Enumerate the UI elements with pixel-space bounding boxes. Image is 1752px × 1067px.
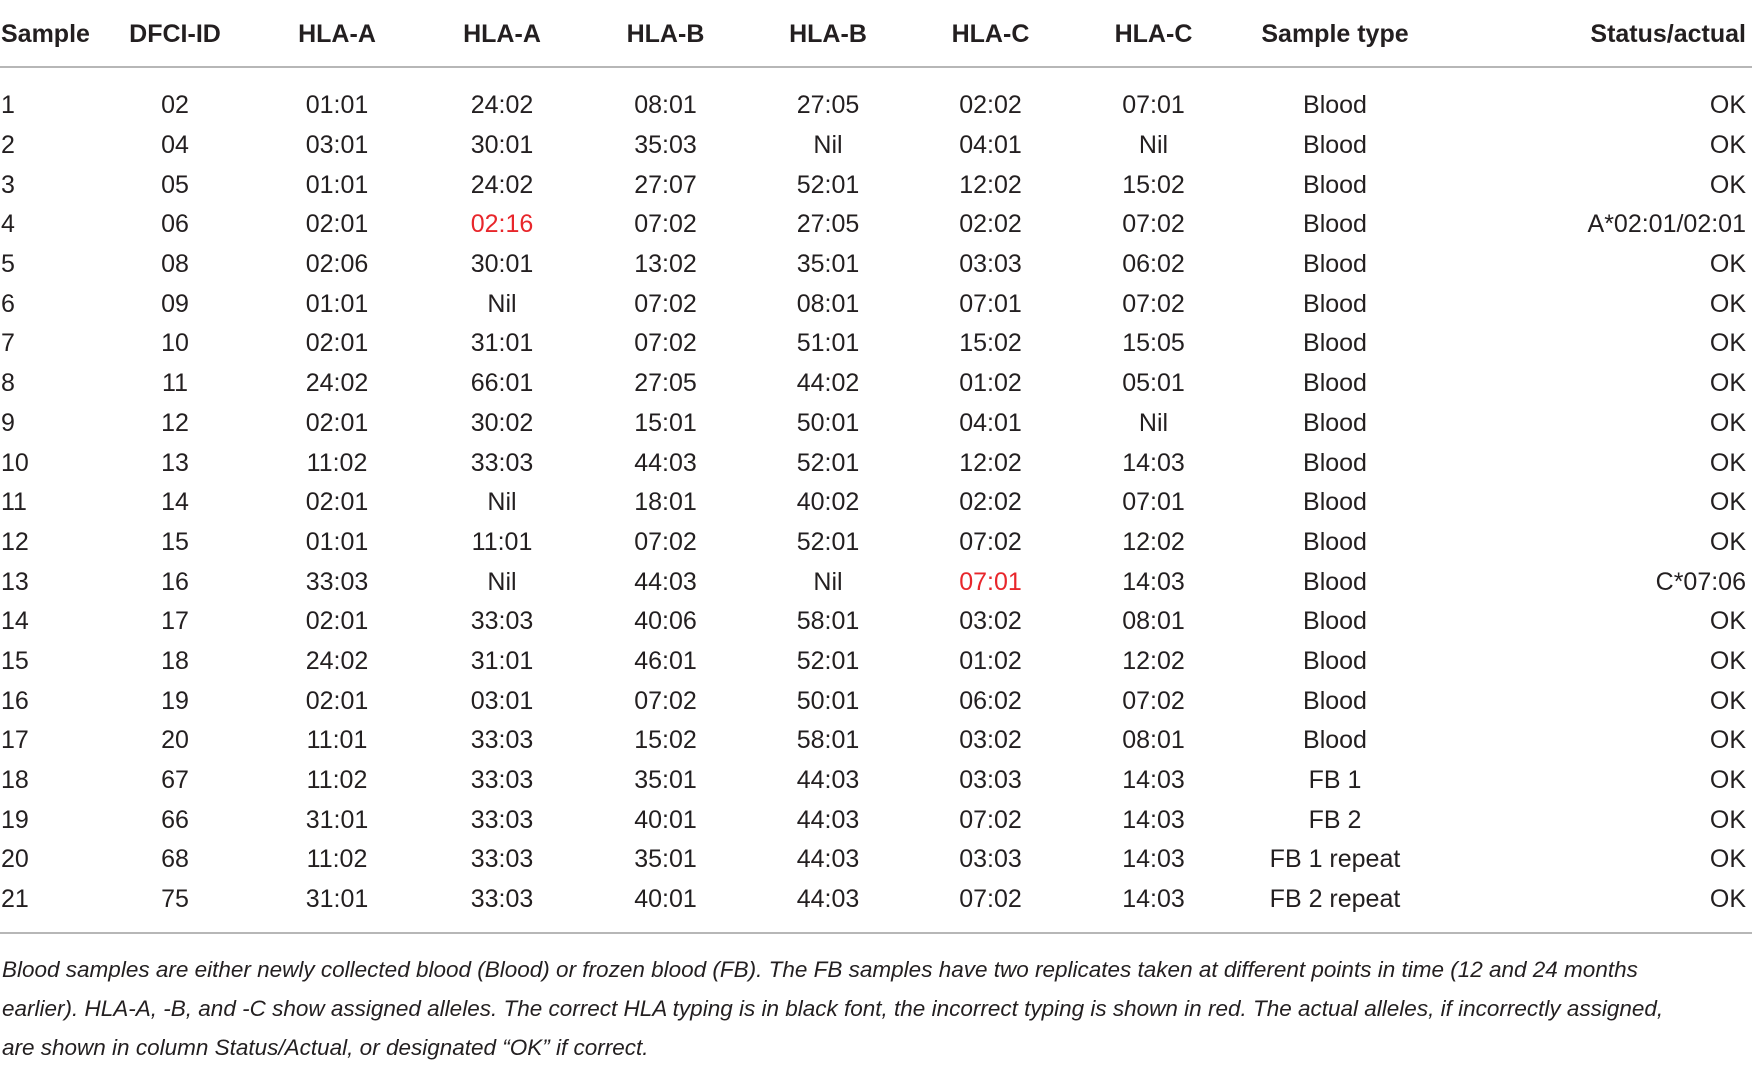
hla-a-1-cell: 02:06 — [305, 250, 369, 279]
table-row — [0, 681, 1752, 721]
sample-type-cell: Blood — [1303, 329, 1367, 358]
hla-a-1-cell: 02:01 — [305, 329, 369, 358]
hla-a-1-cell: 02:01 — [305, 210, 369, 239]
hla-a-1-cell: 11:02 — [306, 845, 368, 874]
hla-b-2-cell: 50:01 — [796, 408, 860, 437]
hla-b-1-cell: 27:07 — [634, 170, 697, 199]
sample-cell: 20 — [1, 845, 29, 874]
table-bottom-rule — [0, 932, 1752, 934]
sample-cell: 16 — [1, 686, 29, 715]
hla-c-2-cell: 14:03 — [1122, 448, 1185, 477]
hla-c-2-cell: 14:03 — [1122, 845, 1185, 874]
hla-a-1-cell: 01:01 — [305, 91, 369, 120]
hla-c-1-cell: 02:02 — [959, 210, 1022, 239]
hla-b-2-cell: 51:01 — [796, 329, 860, 358]
col-header-hla-b-2: HLA-B — [747, 2, 909, 67]
col-header-sample-type: Sample type — [1235, 2, 1435, 67]
dfci-id-cell: 05 — [161, 170, 189, 199]
sample-cell: 13 — [1, 567, 29, 596]
status-cell: OK — [1709, 527, 1746, 556]
table-row — [0, 126, 1752, 166]
hla-c-2-cell: 05:01 — [1122, 369, 1185, 398]
hla-b-1-cell: 40:01 — [634, 805, 697, 834]
hla-c-1-cell: 03:02 — [959, 607, 1022, 636]
hla-a-1-cell: 11:01 — [306, 726, 368, 755]
caption-line: are shown in column Status/Actual, or designated “OK” if correct. — [2, 1035, 649, 1060]
hla-c-1-cell: 07:02 — [959, 527, 1022, 556]
hla-a-2-cell: 30:02 — [470, 408, 534, 437]
table-row — [0, 523, 1752, 563]
hla-a-1-cell: 03:01 — [305, 131, 369, 160]
hla-b-2-cell: 58:01 — [796, 726, 860, 755]
table-row — [0, 562, 1752, 602]
hla-a-1-cell: 11:02 — [306, 766, 368, 795]
table-row — [0, 443, 1752, 483]
hla-c-2-cell: 14:03 — [1122, 805, 1185, 834]
hla-b-2-cell: 44:03 — [796, 885, 860, 914]
hla-b-1-cell: 44:03 — [634, 448, 697, 477]
sample-type-cell: FB 2 — [1308, 805, 1362, 834]
hla-c-2-cell: 14:03 — [1122, 885, 1185, 914]
sample-type-cell: Blood — [1303, 488, 1367, 517]
table-row — [0, 245, 1752, 285]
hla-c-2-cell: 15:02 — [1122, 170, 1185, 199]
hla-a-2-cell: 33:03 — [470, 448, 534, 477]
hla-b-2-cell: 52:01 — [796, 527, 860, 556]
hla-b-1-cell: 40:06 — [634, 607, 697, 636]
hla-a-2-cell: 24:02 — [470, 91, 534, 120]
table-row — [0, 284, 1752, 324]
table-row — [0, 205, 1752, 245]
dfci-id-cell: 10 — [161, 329, 189, 358]
hla-c-1-cell: 07:01 — [959, 567, 1022, 596]
hla-b-2-cell: 35:01 — [796, 250, 860, 279]
hla-b-1-cell: 44:03 — [634, 567, 697, 596]
hla-a-1-cell: 01:01 — [305, 527, 369, 556]
dfci-id-cell: 15 — [161, 527, 189, 556]
col-header-status-actual: Status/actual — [1435, 2, 1752, 67]
hla-b-2-cell: 58:01 — [796, 607, 860, 636]
sample-type-cell: Blood — [1303, 170, 1367, 199]
hla-b-2-cell: 52:01 — [796, 646, 860, 675]
hla-b-1-cell: 13:02 — [634, 250, 697, 279]
hla-c-1-cell: 04:01 — [959, 408, 1022, 437]
table-row — [0, 800, 1752, 840]
hla-a-2-cell: 33:03 — [470, 845, 534, 874]
col-header-hla-c-1: HLA-C — [909, 2, 1072, 67]
dfci-id-cell: 08 — [161, 250, 189, 279]
hla-b-1-cell: 35:01 — [634, 845, 697, 874]
hla-c-1-cell: 06:02 — [959, 686, 1022, 715]
dfci-id-cell: 09 — [161, 289, 189, 318]
hla-b-1-cell: 18:01 — [634, 488, 697, 517]
hla-c-2-cell: 07:01 — [1122, 91, 1185, 120]
hla-a-2-cell: 31:01 — [470, 646, 534, 675]
hla-c-2-cell: 12:02 — [1122, 527, 1185, 556]
sample-cell: 8 — [1, 369, 15, 398]
hla-c-1-cell: 01:02 — [959, 369, 1022, 398]
sample-cell: 6 — [1, 289, 15, 318]
hla-b-1-cell: 15:01 — [634, 408, 697, 437]
sample-cell: 15 — [1, 646, 29, 675]
sample-type-cell: FB 2 repeat — [1269, 885, 1401, 914]
status-cell: OK — [1709, 885, 1746, 914]
col-header-dfci-id: DFCI-ID — [96, 2, 254, 67]
sample-cell: 4 — [1, 210, 15, 239]
dfci-id-cell: 68 — [161, 845, 189, 874]
hla-a-2-cell: Nil — [487, 289, 517, 318]
sample-cell: 18 — [1, 766, 29, 795]
status-cell: OK — [1709, 131, 1746, 160]
sample-type-cell: Blood — [1303, 289, 1367, 318]
hla-c-2-cell: Nil — [1138, 131, 1169, 160]
hla-c-1-cell: 07:01 — [959, 289, 1022, 318]
status-cell: OK — [1709, 766, 1746, 795]
hla-c-2-cell: 08:01 — [1122, 726, 1185, 755]
status-cell: OK — [1709, 250, 1746, 279]
hla-b-2-cell: 27:05 — [796, 210, 860, 239]
table-row — [0, 880, 1752, 920]
status-cell: OK — [1709, 607, 1746, 636]
hla-c-1-cell: 07:02 — [959, 885, 1022, 914]
status-cell: C*07:06 — [1655, 567, 1746, 596]
hla-a-1-cell: 02:01 — [305, 408, 369, 437]
hla-c-1-cell: 02:02 — [959, 91, 1022, 120]
hla-b-2-cell: 44:03 — [796, 766, 860, 795]
hla-c-2-cell: 14:03 — [1122, 567, 1185, 596]
hla-c-1-cell: 12:02 — [959, 170, 1022, 199]
sample-cell: 10 — [1, 448, 29, 477]
sample-cell: 1 — [1, 91, 15, 120]
status-cell: OK — [1709, 91, 1746, 120]
status-cell: OK — [1709, 289, 1746, 318]
status-cell: OK — [1709, 646, 1746, 675]
dfci-id-cell: 75 — [161, 885, 189, 914]
sample-type-cell: Blood — [1303, 369, 1367, 398]
dfci-id-cell: 11 — [162, 369, 188, 398]
dfci-id-cell: 06 — [161, 210, 189, 239]
table-row — [0, 602, 1752, 642]
hla-b-1-cell: 07:02 — [634, 329, 697, 358]
hla-typing-table — [0, 2, 1752, 919]
sample-cell: 7 — [1, 329, 15, 358]
sample-cell: 12 — [1, 527, 29, 556]
hla-a-2-cell: 33:03 — [470, 607, 534, 636]
hla-a-1-cell: 11:02 — [306, 448, 368, 477]
sample-cell: 19 — [1, 805, 29, 834]
hla-a-1-cell: 02:01 — [305, 686, 369, 715]
dfci-id-cell: 12 — [161, 408, 189, 437]
hla-c-1-cell: 03:03 — [959, 766, 1022, 795]
sample-type-cell: Blood — [1303, 527, 1367, 556]
hla-b-1-cell: 27:05 — [634, 369, 697, 398]
table-row — [0, 721, 1752, 761]
col-header-sample: Sample — [0, 2, 96, 67]
hla-a-2-cell: 02:16 — [470, 210, 534, 239]
sample-cell: 14 — [1, 607, 29, 636]
col-header-hla-b-1: HLA-B — [584, 2, 747, 67]
sample-cell: 17 — [1, 726, 29, 755]
dfci-id-cell: 14 — [161, 488, 189, 517]
hla-c-2-cell: Nil — [1138, 408, 1169, 437]
col-header-hla-a-2: HLA-A — [420, 2, 584, 67]
sample-type-cell: Blood — [1303, 408, 1367, 437]
sample-type-cell: Blood — [1303, 646, 1367, 675]
hla-c-2-cell: 07:01 — [1122, 488, 1185, 517]
sample-cell: 21 — [1, 885, 29, 914]
sample-type-cell: Blood — [1303, 448, 1367, 477]
hla-c-2-cell: 07:02 — [1122, 210, 1185, 239]
hla-b-2-cell: Nil — [813, 567, 843, 596]
hla-a-1-cell: 33:03 — [305, 567, 369, 596]
sample-type-cell: FB 1 repeat — [1269, 845, 1401, 874]
status-cell: A*02:01/02:01 — [1587, 210, 1746, 239]
hla-c-1-cell: 03:02 — [959, 726, 1022, 755]
hla-a-1-cell: 01:01 — [305, 289, 369, 318]
hla-a-1-cell: 02:01 — [305, 488, 369, 517]
hla-c-1-cell: 03:03 — [959, 845, 1022, 874]
hla-a-2-cell: 33:03 — [470, 726, 534, 755]
hla-a-2-cell: Nil — [487, 567, 517, 596]
hla-a-2-cell: 11:01 — [471, 527, 533, 556]
table-row — [0, 324, 1752, 364]
hla-b-1-cell: 07:02 — [634, 210, 697, 239]
hla-b-2-cell: 44:02 — [796, 369, 860, 398]
hla-a-2-cell: 66:01 — [470, 369, 534, 398]
hla-b-2-cell: 44:03 — [796, 805, 860, 834]
table-row — [0, 86, 1752, 126]
sample-type-cell: Blood — [1303, 726, 1367, 755]
hla-c-1-cell: 15:02 — [959, 329, 1022, 358]
col-header-hla-c-2: HLA-C — [1072, 2, 1235, 67]
hla-c-1-cell: 12:02 — [959, 448, 1022, 477]
hla-c-2-cell: 12:02 — [1122, 646, 1185, 675]
dfci-id-cell: 16 — [161, 567, 189, 596]
col-header-hla-a-1: HLA-A — [254, 2, 420, 67]
hla-a-1-cell: 24:02 — [305, 646, 369, 675]
sample-cell: 11 — [1, 488, 27, 517]
dfci-id-cell: 02 — [161, 91, 189, 120]
hla-a-2-cell: 33:03 — [470, 885, 534, 914]
hla-c-2-cell: 14:03 — [1122, 766, 1185, 795]
table-row — [0, 165, 1752, 205]
table-body — [0, 67, 1752, 919]
table-row — [0, 483, 1752, 523]
table-row — [0, 840, 1752, 880]
hla-a-2-cell: 30:01 — [470, 250, 534, 279]
hla-a-1-cell: 31:01 — [305, 805, 369, 834]
status-cell: OK — [1709, 170, 1746, 199]
hla-b-1-cell: 40:01 — [634, 885, 697, 914]
sample-type-cell: Blood — [1303, 91, 1367, 120]
header-row — [0, 2, 1752, 67]
dfci-id-cell: 04 — [161, 131, 189, 160]
hla-a-2-cell: 24:02 — [470, 170, 534, 199]
status-cell: OK — [1709, 408, 1746, 437]
hla-a-2-cell: 30:01 — [470, 131, 534, 160]
hla-b-2-cell: 50:01 — [796, 686, 860, 715]
hla-a-1-cell: 02:01 — [305, 607, 369, 636]
caption-line: Blood samples are either newly collected blood (Blood) or frozen blood (FB). The FB samples have two replicates taken at different points in time (12 and 24 months — [2, 957, 1638, 982]
dfci-id-cell: 20 — [161, 726, 189, 755]
hla-b-1-cell: 07:02 — [634, 289, 697, 318]
hla-b-2-cell: 27:05 — [796, 91, 860, 120]
hla-b-2-cell: 44:03 — [796, 845, 860, 874]
hla-c-1-cell: 01:02 — [959, 646, 1022, 675]
dfci-id-cell: 13 — [161, 448, 189, 477]
hla-c-1-cell: 07:02 — [959, 805, 1022, 834]
sample-cell: 2 — [1, 131, 15, 160]
hla-b-2-cell: 52:01 — [796, 448, 860, 477]
hla-b-1-cell: 46:01 — [634, 646, 697, 675]
dfci-id-cell: 18 — [161, 646, 189, 675]
hla-c-1-cell: 04:01 — [959, 131, 1022, 160]
hla-b-1-cell: 08:01 — [634, 91, 697, 120]
status-cell: OK — [1709, 845, 1746, 874]
status-cell: OK — [1709, 805, 1746, 834]
hla-b-1-cell: 35:01 — [634, 766, 697, 795]
hla-a-2-cell: 33:03 — [470, 766, 534, 795]
hla-b-2-cell: 40:02 — [796, 488, 860, 517]
hla-a-2-cell: 33:03 — [470, 805, 534, 834]
caption-line: earlier). HLA-A, -B, and -C show assigned alleles. The correct HLA typing is in black font, the incorrect typing is shown in red. The actual alleles, if incorrectly assigned, — [2, 996, 1664, 1021]
hla-b-1-cell: 07:02 — [634, 527, 697, 556]
table-row — [0, 364, 1752, 404]
hla-c-2-cell: 15:05 — [1122, 329, 1185, 358]
table-row — [0, 761, 1752, 801]
hla-a-2-cell: 31:01 — [470, 329, 534, 358]
table-caption — [2, 950, 1750, 1067]
sample-type-cell: Blood — [1303, 210, 1367, 239]
table-row — [0, 642, 1752, 682]
table-row — [0, 404, 1752, 444]
sample-type-cell: FB 1 — [1308, 766, 1362, 795]
hla-a-2-cell: Nil — [487, 488, 517, 517]
hla-a-1-cell: 01:01 — [305, 170, 369, 199]
hla-c-2-cell: 08:01 — [1122, 607, 1185, 636]
sample-cell: 3 — [1, 170, 15, 199]
hla-c-1-cell: 03:03 — [959, 250, 1022, 279]
hla-a-2-cell: 03:01 — [470, 686, 534, 715]
hla-c-2-cell: 07:02 — [1122, 289, 1185, 318]
sample-type-cell: Blood — [1303, 686, 1367, 715]
sample-type-cell: Blood — [1303, 567, 1367, 596]
hla-b-1-cell: 15:02 — [634, 726, 697, 755]
dfci-id-cell: 19 — [161, 686, 189, 715]
sample-cell: 5 — [1, 250, 15, 279]
dfci-id-cell: 66 — [161, 805, 189, 834]
sample-cell: 9 — [1, 408, 15, 437]
hla-c-2-cell: 07:02 — [1122, 686, 1185, 715]
status-cell: OK — [1709, 686, 1746, 715]
hla-b-2-cell: 52:01 — [796, 170, 860, 199]
header-spacer — [0, 67, 1752, 86]
hla-b-1-cell: 07:02 — [634, 686, 697, 715]
sample-type-cell: Blood — [1303, 250, 1367, 279]
status-cell: OK — [1709, 726, 1746, 755]
hla-c-1-cell: 02:02 — [959, 488, 1022, 517]
hla-c-2-cell: 06:02 — [1122, 250, 1185, 279]
hla-a-1-cell: 31:01 — [305, 885, 369, 914]
sample-type-cell: Blood — [1303, 607, 1367, 636]
sample-type-cell: Blood — [1303, 131, 1367, 160]
hla-b-1-cell: 35:03 — [634, 131, 697, 160]
status-cell: OK — [1709, 488, 1746, 517]
hla-b-2-cell: Nil — [813, 131, 843, 160]
status-cell: OK — [1709, 329, 1746, 358]
hla-a-1-cell: 24:02 — [305, 369, 369, 398]
status-cell: OK — [1709, 448, 1746, 477]
hla-b-2-cell: 08:01 — [796, 289, 860, 318]
dfci-id-cell: 17 — [161, 607, 189, 636]
dfci-id-cell: 67 — [161, 766, 189, 795]
status-cell: OK — [1709, 369, 1746, 398]
